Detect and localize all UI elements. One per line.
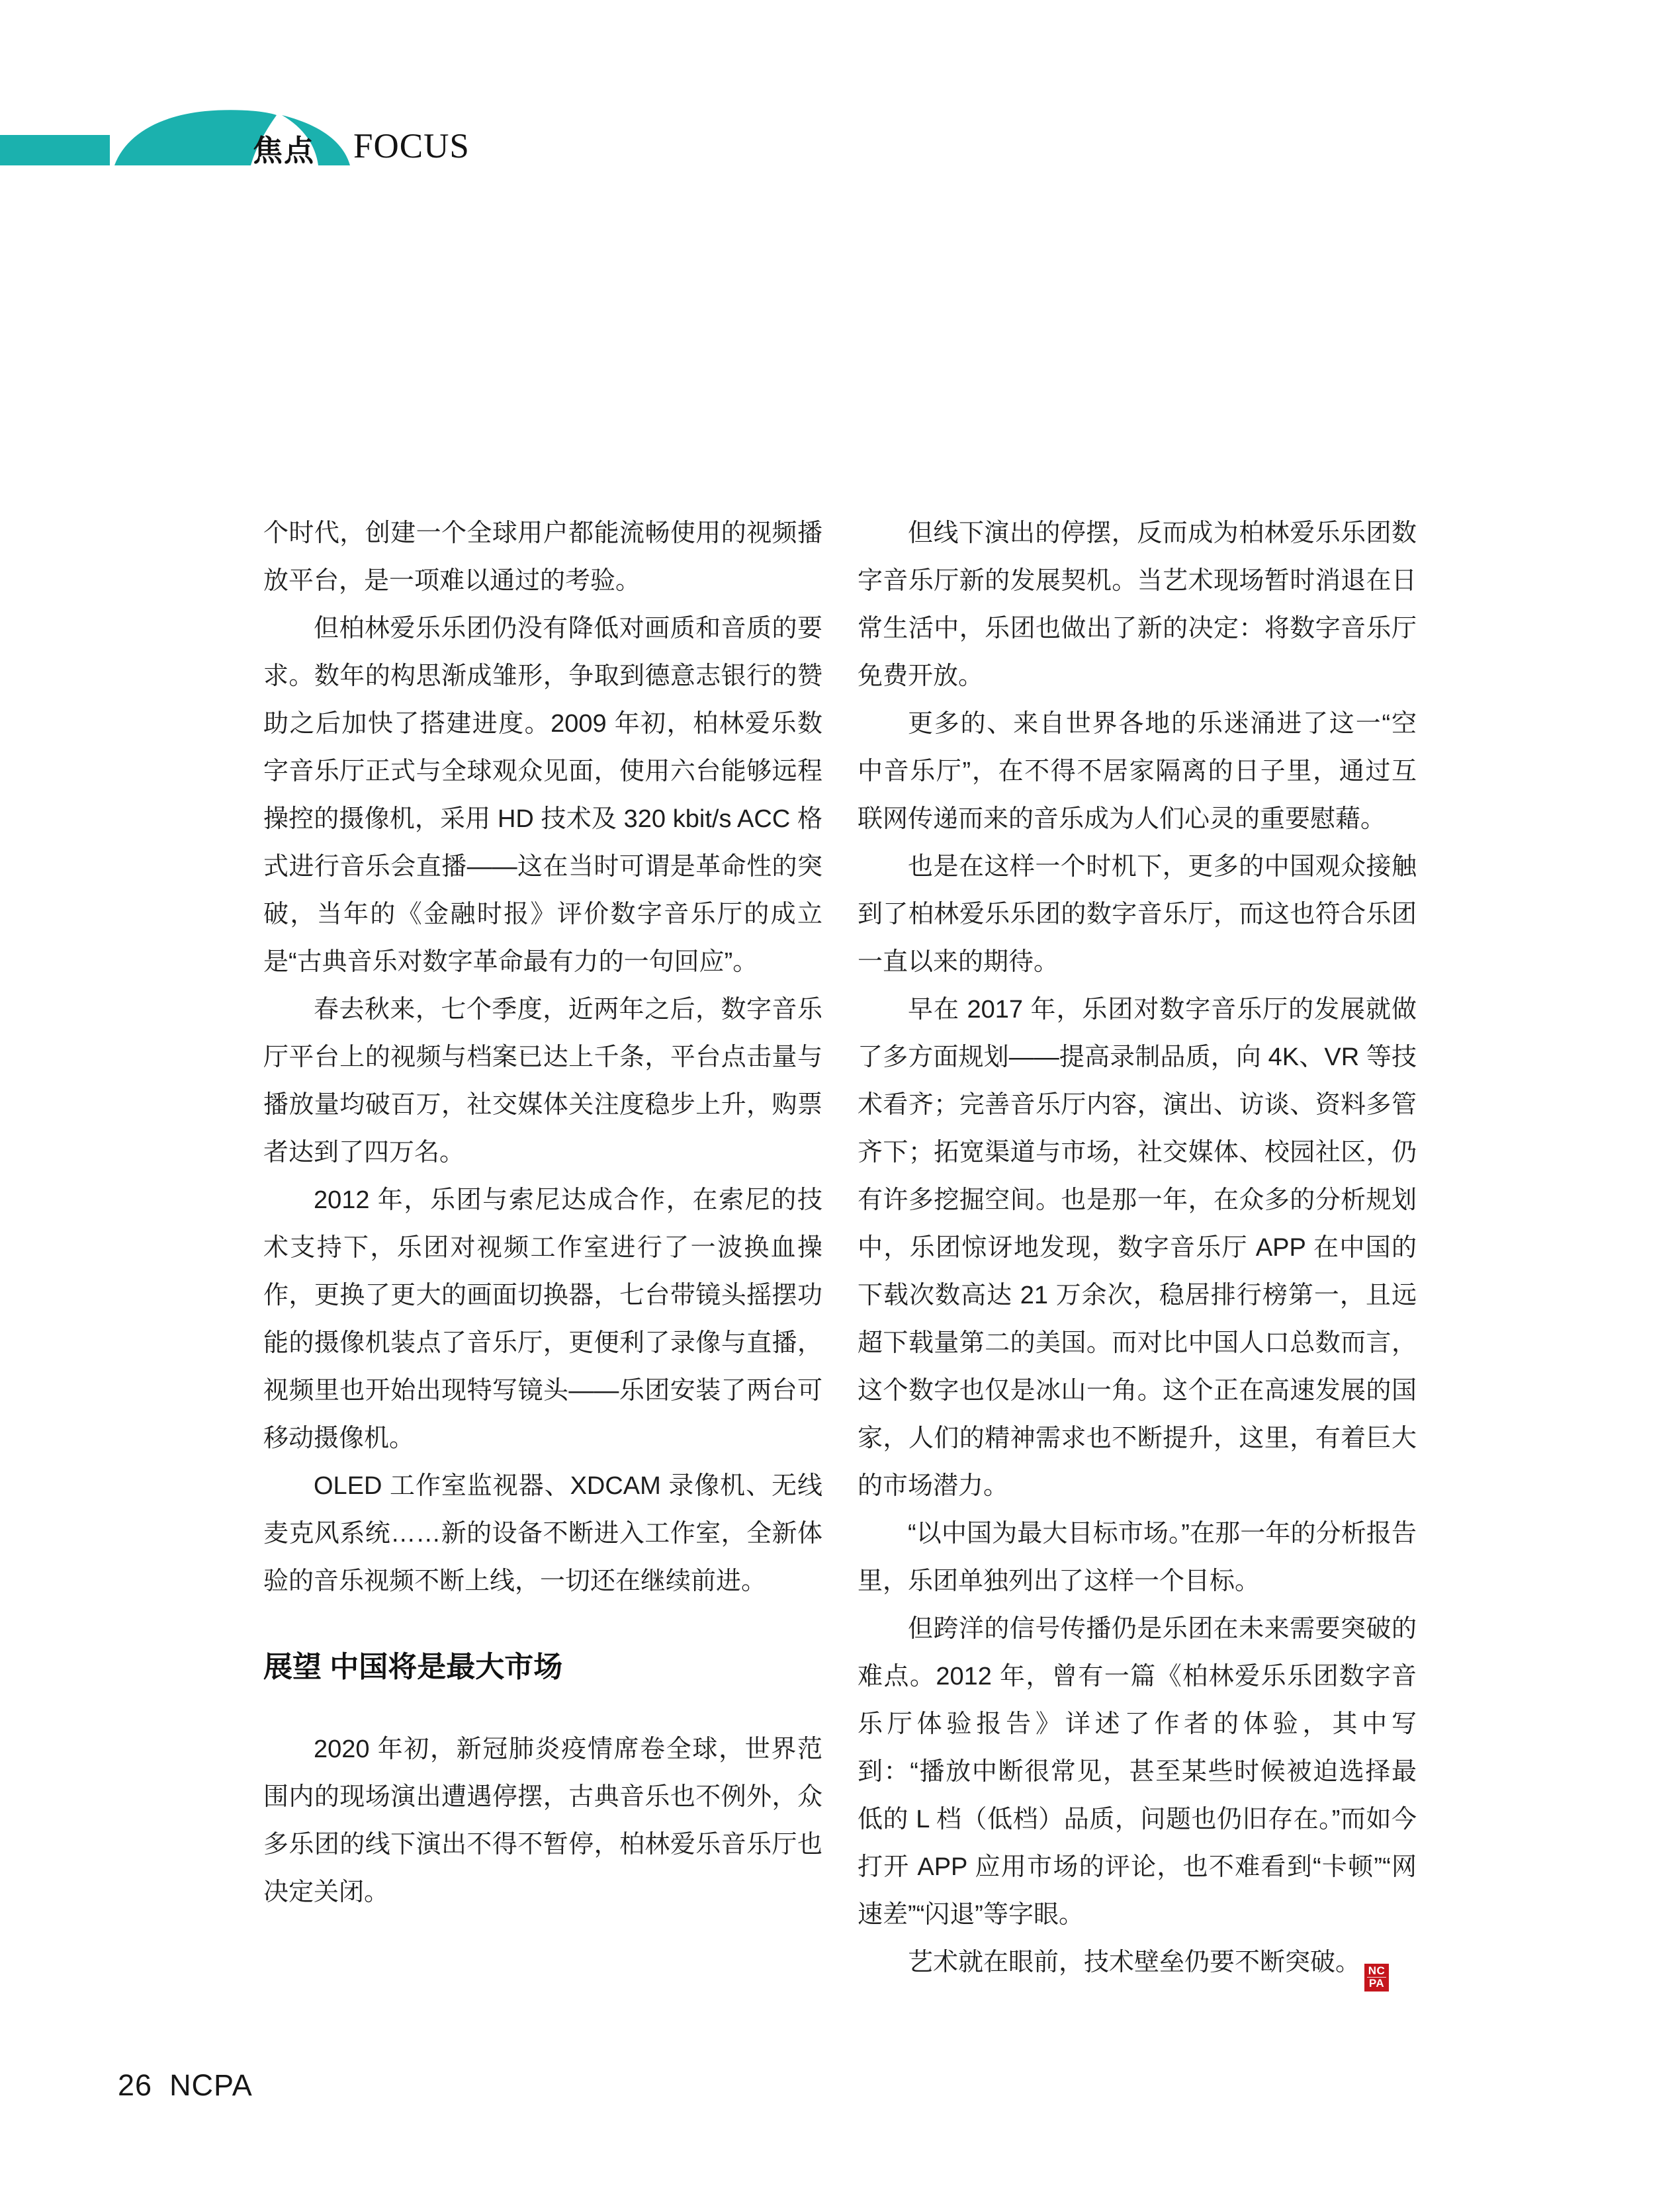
page-number: 26 (118, 2068, 153, 2102)
journal-name: NCPA (169, 2068, 253, 2102)
section-title-en: FOCUS (353, 127, 470, 165)
paragraph: 早在 2017 年，乐团对数字音乐厅的发展就做了多方面规划——提高录制品质，向 4K、VR 等技术看齐；完善音乐厅内容，演出、访谈、资料多管齐下；拓宽渠道与市场，社交媒体、校园社区，仍有许多挖掘空间。也是那一年，在众多的分析规划中，乐团惊讶地发现，数字音乐厅 APP 在中国的下载次数高达 21 万余次，稳居排行榜第一，且远超下载量第二的美国。而对比中国人口总数而言，这个数字也仅是冰山一角。这个正在高速发展的国家，人们的精神需求也不断提升，这里，有着巨大的市场潜力。 (858, 996, 1417, 1500)
paragraph: 2012 年，乐团与索尼达成合作，在索尼的技术支持下，乐团对视频工作室进行了一波换血操作，更换了更大的画面切换器，七台带镜头摇摆功能的摄像机装点了音乐厅，更便利了录像与直播，视频里也开始出现特写镜头——乐团安装了两台可移动摄像机。 (263, 1186, 822, 1452)
paragraph: 个时代，创建一个全球用户都能流畅使用的视频播放平台，是一项难以通过的考验。 (263, 519, 822, 595)
section-title-zh: 焦点 (253, 134, 316, 167)
header-accent-bar (0, 135, 110, 165)
ncpa-end-mark-line1: NC (1368, 1964, 1386, 1977)
right-column (858, 509, 1417, 1991)
section-heading: 展望 中国将是最大市场 (263, 1651, 563, 1683)
paragraph: 但柏林爱乐乐团仍没有降低对画质和音质的要求。数年的构思渐成雏形，争取到德意志银行的赞助之后加快了搭建进度。2009 年初，柏林爱乐数字音乐厅正式与全球观众见面，使用六台能够远程操控的摄像机，采用 HD 技术及 320 kbit/s ACC 格式进行音乐会直播——这在当时可谓是革命性的突破，当年的《金融时报》评价数字音乐厅的成立是“古典音乐对数字革命最有力的一句回应”。 (263, 615, 822, 976)
paragraph: OLED 工作室监视器、XDCAM 录像机、无线麦克风系统……新的设备不断进入工作室，全新体验的音乐视频不断上线，一切还在继续前进。 (263, 1472, 822, 1595)
left-column (263, 509, 822, 1916)
closing-sentence: 艺术就在眼前，技术壁垒仍要不断突破。 (908, 1948, 1361, 1976)
paragraph: 但线下演出的停摆，反而成为柏林爱乐乐团数字音乐厅新的发展契机。当艺术现场暂时消退在日常生活中，乐团也做出了新的决定：将数字音乐厅免费开放。 (858, 519, 1417, 690)
paragraph: 2020 年初，新冠肺炎疫情席卷全球，世界范围内的现场演出遭遇停摆，古典音乐也不例外，众多乐团的线下演出不得不暂停，柏林爱乐音乐厅也决定关闭。 (263, 1735, 822, 1906)
paragraph: 也是在这样一个时机下，更多的中国观众接触到了柏林爱乐乐团的数字音乐厅，而这也符合乐团一直以来的期待。 (858, 853, 1417, 976)
paragraph: 但跨洋的信号传播仍是乐团在未来需要突破的难点。2012 年，曾有一篇《柏林爱乐乐团数字音乐厅体验报告》详述了作者的体验，其中写到：“播放中断很常见，甚至某些时候被迫选择最低的 L 档（低档）品质，问题也仍旧存在。”而如今打开 APP 应用市场的评论，也不难看到“卡顿”“网速差”“闪退”等字眼。 (858, 1615, 1417, 1929)
ncpa-end-mark-icon (1364, 1964, 1389, 1991)
page-footer (118, 2068, 253, 2103)
ncpa-end-mark-line2: PA (1368, 1977, 1385, 1990)
paragraph: “以中国为最大目标市场。”在那一年的分析报告里，乐团单独列出了这样一个目标。 (858, 1520, 1417, 1595)
closing-paragraph (858, 1939, 1417, 1991)
focus-section-logo (106, 107, 516, 165)
paragraph: 更多的、来自世界各地的乐迷涌进了这一“空中音乐厅”，在不得不居家隔离的日子里，通过互联网传递而来的音乐成为人们心灵的重要慰藉。 (858, 710, 1417, 833)
paragraph: 春去秋来，七个季度，近两年之后，数字音乐厅平台上的视频与档案已达上千条，平台点击量与播放量均破百万，社交媒体关注度稳步上升，购票者达到了四万名。 (263, 996, 822, 1166)
